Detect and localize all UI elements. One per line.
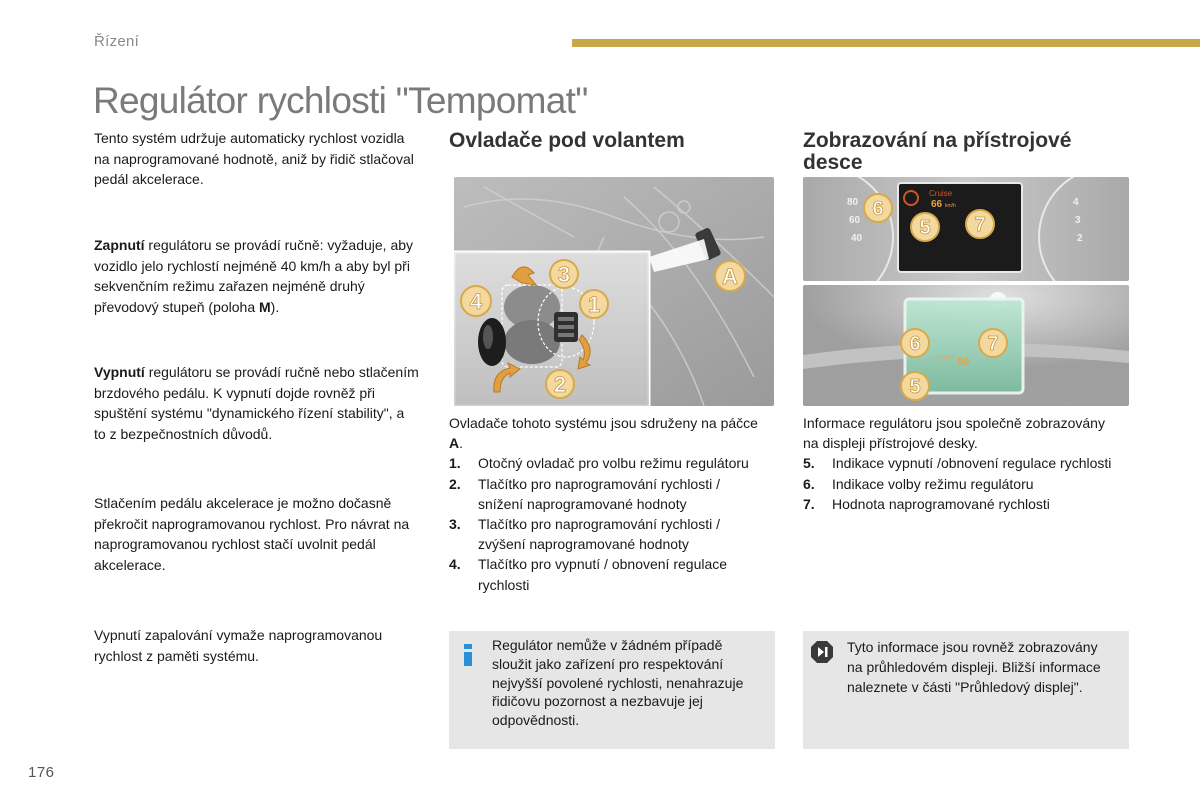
list-item [449, 453, 769, 473]
cross-reference-note [803, 631, 1129, 749]
info-icon [462, 644, 474, 666]
hud-callout-6: 6 [909, 333, 921, 355]
display-speed-unit: km/h [945, 203, 956, 209]
controls-list [449, 453, 769, 594]
hud-callout-7: 7 [987, 333, 999, 355]
svg-text:4: 4 [1073, 197, 1079, 208]
display-heading [803, 130, 1071, 174]
callout-7: 7 [974, 214, 986, 236]
list-item-text: Tlačítko pro naprogramování rychlosti / zvýšení naprogramované hodnoty [478, 516, 720, 553]
callout-6: 6 [872, 198, 884, 220]
activation-paragraph [94, 235, 419, 317]
display-description [803, 413, 1123, 514]
section-label: Řízení [94, 33, 140, 50]
controls-intro-b: . [459, 435, 464, 452]
list-item [449, 474, 769, 514]
svg-text:80: 80 [847, 197, 859, 208]
callout-a: A [722, 264, 738, 289]
info-note [449, 631, 775, 749]
callout-1: 1 [587, 292, 601, 317]
list-item-number: 3. [449, 516, 461, 533]
display-heading-line2: desce [803, 151, 863, 174]
svg-text:60: 60 [849, 215, 861, 226]
list-item-number: 2. [449, 475, 461, 492]
list-item [803, 494, 1123, 514]
controls-heading: Ovladače pod volantem [449, 129, 685, 152]
deactivation-paragraph [94, 362, 419, 444]
activation-text-a: regulátoru se provádí ručně: vyžaduje, aby vozidlo jelo rychlostí nejméně 40 km/h a aby byl při sekvenčním režimu zařazen nejméně druhý převodový stupeň (poloha [94, 237, 414, 315]
next-page-icon [811, 641, 833, 663]
instrument-panel-illustration [803, 177, 1129, 281]
svg-text:40: 40 [851, 233, 863, 244]
list-item-number: 7. [803, 495, 815, 512]
list-item [803, 453, 1123, 473]
hud-cruise-label: CRUISE [935, 355, 954, 361]
controls-description [449, 413, 769, 595]
list-item-text: Indikace vypnutí /obnovení regulace rychlosti [832, 455, 1112, 472]
hud-callout-5: 5 [909, 376, 921, 398]
callout-4: 4 [469, 289, 483, 314]
info-note-text: Regulátor nemůže v žádném případě sloužit jako zařízení pro respektování nejvyšší povolené rychlosti, nenahrazuje řidičovu pozornost a nezbavuje jej odpovědnosti. [492, 637, 744, 729]
display-heading-line1: Zobrazování na přístrojové [803, 129, 1072, 152]
activation-bold-m: M [259, 298, 271, 315]
ignition-paragraph: Vypnutí zapalování vymaže naprogramovanou rychlost z paměti systému. [94, 627, 383, 664]
display-intro: Informace regulátoru jsou společně zobrazovány na displeji přístrojové desky. [803, 415, 1105, 452]
list-item-text: Otočný ovladač pro volbu režimu regulátoru [478, 455, 749, 472]
list-item [449, 514, 769, 554]
display-cruise-label: Cruise [929, 189, 953, 198]
header-accent-bar [572, 39, 1200, 47]
controls-intro-bold: A [449, 435, 460, 452]
callout-5: 5 [919, 217, 931, 239]
svg-text:2: 2 [1077, 233, 1083, 244]
deactivation-bold: Vypnutí [94, 364, 145, 380]
list-item-text: Tlačítko pro naprogramování rychlosti / snížení naprogramované hodnoty [478, 475, 720, 512]
controls-intro-a: Ovladače tohoto systému jsou sdruženy na páčce [449, 415, 758, 431]
activation-text-b: ). [270, 298, 280, 315]
list-item-number: 6. [803, 475, 815, 492]
display-speed-value: 66 [931, 199, 943, 210]
steering-controls-illustration [454, 177, 774, 406]
page-number: 176 [28, 764, 55, 781]
display-list [803, 453, 1123, 514]
list-item [449, 554, 769, 594]
list-item [803, 474, 1123, 494]
list-item-number: 5. [803, 455, 815, 472]
head-up-display-illustration [803, 285, 1129, 406]
list-item-text: Hodnota naprogramované rychlosti [832, 495, 1050, 512]
activation-bold: Zapnutí [94, 237, 145, 253]
list-item-text: Tlačítko pro vypnutí / obnovení regulace rychlosti [478, 556, 728, 593]
override-paragraph: Stlačením pedálu akcelerace je možno dočasně překročit naprogramovanou rychlost. Pro návrat na naprogramovanou rychlost stačí uvolnit pedál akcelerace. [94, 495, 410, 573]
list-item-text: Indikace volby režimu regulátoru [832, 475, 1034, 492]
deactivation-text: regulátoru se provádí ručně nebo stlačením brzdového pedálu. K vypnutí dojde rovněž při spuštění systému "dynamického řízení stability", a to z bezpečnostních důvodů. [94, 364, 419, 442]
controls-intro [449, 413, 769, 453]
callout-3: 3 [557, 262, 571, 287]
page-title: Regulátor rychlosti "Tempomat" [93, 80, 588, 121]
hud-speed-value: 90 [957, 356, 970, 368]
callout-2: 2 [553, 372, 567, 397]
cross-reference-text: Tyto informace jsou rovněž zobrazovány na průhledovém displeji. Bližší informace naleznete v části "Průhledový displej". [847, 639, 1101, 696]
svg-text:3: 3 [1075, 215, 1081, 226]
list-item-number: 4. [449, 556, 461, 573]
intro-paragraph: Tento systém udržuje automaticky rychlost vozidla na naprogramované hodnotě, aniž by řidič stlačoval pedál akcelerace. [94, 130, 414, 187]
list-item-number: 1. [449, 455, 461, 472]
